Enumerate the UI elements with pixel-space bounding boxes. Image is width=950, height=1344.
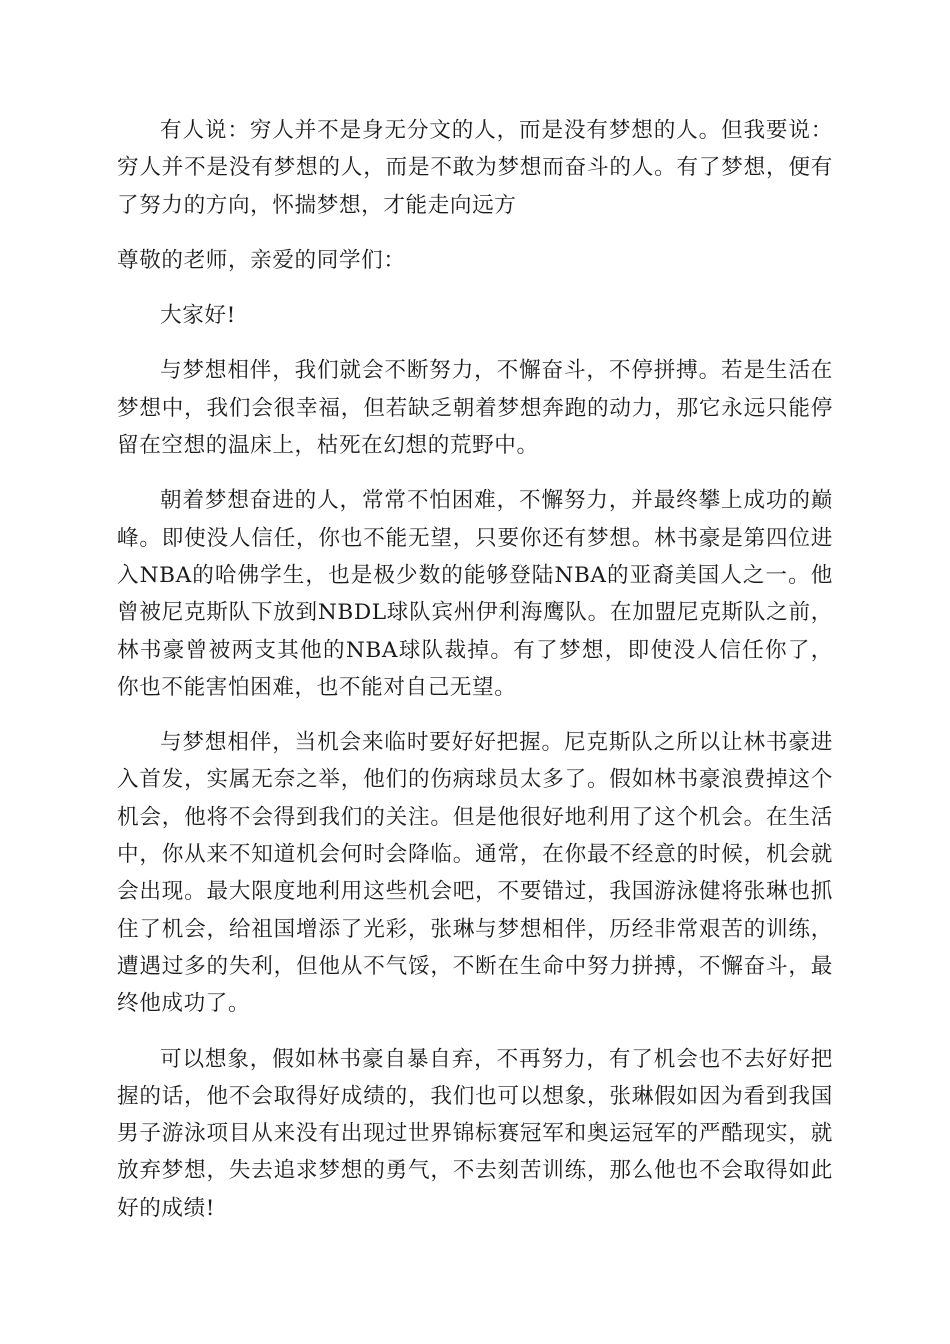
- paragraph-intro-quote: 有人说：穷人并不是身无分文的人，而是没有梦想的人。但我要说：穷人并不是没有梦想的人，而是不敢为梦想而奋斗的人。有了梦想，便有了努力的方向，怀揣梦想，才能走向远方: [117, 118, 833, 218]
- paragraph-salutation: 尊敬的老师，亲爱的同学们：: [117, 247, 406, 273]
- document-page: [117, 112, 833, 1245]
- paragraph-greeting: 大家好!: [160, 303, 236, 329]
- paragraph-imagine: 可以想象，假如林书豪自暴自弃，不再努力，有了机会也不去好好把握的话，他不会取得好成绩的，我们也可以想象，张琳假如因为看到我国男子游泳项目从来没有出现过世界锦标赛冠军和奥运冠军的严酷现实，就放弃梦想，失去追求梦想的勇气，不去刻苦训练，那么他也不会取得如此好的成绩!: [117, 1046, 833, 1221]
- paragraph-dream-companion: 与梦想相伴，我们就会不断努力，不懈奋斗，不停拼搏。若是生活在梦想中，我们会很幸福，但若缺乏朝着梦想奔跑的动力，那它永远只能停留在空想的温床上，枯死在幻想的荒野中。: [117, 358, 833, 459]
- paragraph-lin-shuhao: 朝着梦想奋进的人，常常不怕困难，不懈努力，并最终攀上成功的巅峰。即使没人信任，你也不能无望，只要你还有梦想。林书豪是第四位进入NBA的哈佛学生，也是极少数的能够登陆NBA的亚裔美国人之一。他曾被尼克斯队下放到NBDL球队宾州伊利海鹰队。在加盟尼克斯队之前，林书豪曾被两支其他的NBA球队裁掉。有了梦想，即使没人信任你了，你也不能害怕困难，也不能对自己无望。: [117, 488, 833, 700]
- paragraph-seize-opportunity: 与梦想相伴，当机会来临时要好好把握。尼克斯队之所以让林书豪进入首发，实属无奈之举，他们的伤病球员太多了。假如林书豪浪费掉这个机会，他将不会得到我们的关注。但是他很好地利用了这个机会。在生活中，你从来不知道机会何时会降临。通常，在你最不经意的时候，机会就会出现。最大限度地利用这些机会吧，不要错过，我国游泳健将张琳也抓住了机会，给祖国增添了光彩，张琳与梦想相伴，历经非常艰苦的训练，遭遇过多的失利，但他从不气馁，不断在生命中努力拼搏，不懈奋斗，最终他成功了。: [117, 730, 833, 1017]
